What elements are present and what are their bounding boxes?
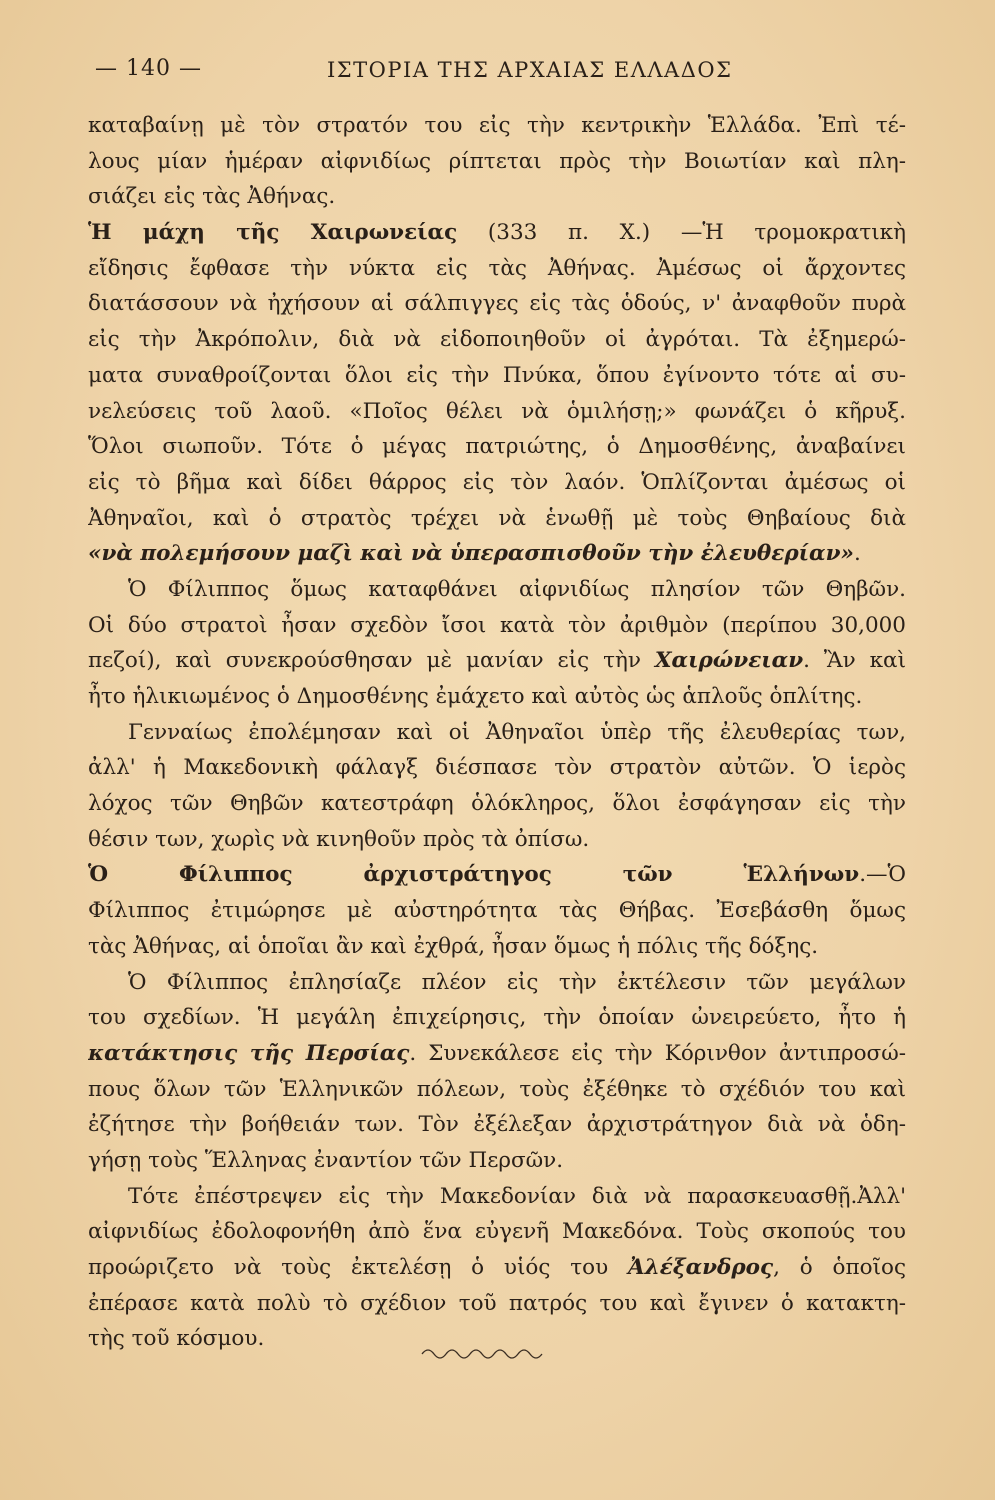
text-line: [88, 965, 906, 1001]
text-line: [88, 750, 906, 786]
text-line: [88, 144, 906, 180]
text-segment: λους μίαν ἡμέραν αἰφνιδίως ρίπτεται πρὸς τὴν Βοιωτίαν καὶ πλη-: [88, 148, 906, 174]
text-line: [88, 1036, 906, 1072]
text-segment: .: [853, 541, 861, 567]
running-header: [95, 56, 905, 96]
text-line: [88, 1000, 906, 1036]
text-segment: . Ἂν καὶ: [803, 648, 906, 674]
text-segment: Φίλιππος ἐτιμώρησε μὲ αὐστηρότητα τὰς Θήβας. Ἐσεβάσθη ὅμως: [88, 898, 906, 924]
text-line: [88, 358, 906, 394]
text-segment: λόχος τῶν Θηβῶν κατεστράφη ὁλόκληρος, ὅλοι ἐσφάγησαν εἰς τὴν: [88, 791, 906, 817]
text-segment: Τότε ἐπέστρεψεν εἰς τὴν Μακεδονίαν διὰ νὰ παρασκευασθῇ.Ἀλλ': [128, 1183, 906, 1209]
text-segment: εἰς τὸ βῆμα καὶ δίδει θάρρος εἰς τὸν λαόν. Ὁπλίζονται ἀμέσως οἱ: [88, 469, 906, 495]
emphasis-text: κατάκτησις τῆς Περσίας: [88, 1040, 410, 1066]
text-line: [88, 929, 906, 965]
body-text: [88, 108, 906, 1357]
emphasis-text: Ἀλέξανδρος: [628, 1255, 774, 1280]
text-segment: , ὁ ὁποῖος: [773, 1255, 906, 1280]
text-segment: νελεύσεις τοῦ λαοῦ. «Ποῖος θέλει νὰ ὁμιλήσῃ;» φωνάζει ὁ κῆρυξ.: [88, 398, 906, 424]
text-line: [88, 322, 906, 358]
text-line: [88, 108, 906, 144]
page-number: — 140 —: [95, 56, 202, 81]
text-segment: γήσῃ τοὺς Ἕλληνας ἐναντίον τῶν Περσῶν.: [88, 1147, 564, 1173]
text-segment: .—Ὁ: [859, 862, 906, 888]
text-line: [88, 429, 906, 465]
text-line: [88, 1214, 906, 1250]
emphasis-text: «νὰ πολεμήσουν μαζὶ καὶ νὰ ὑπερασπισθοῦν τὴν ἐλευθερίαν»: [88, 541, 854, 567]
text-line: [88, 1250, 906, 1286]
text-line: [88, 679, 906, 715]
text-segment: . Συνεκάλεσε εἰς τὴν Κόρινθον ἀντιπροσώ-: [409, 1040, 906, 1066]
text-segment: Γενναίως ἐπολέμησαν καὶ οἱ Ἀθηναῖοι ὑπὲρ τῆς ἐλευθερίας των,: [128, 719, 906, 745]
text-line: [88, 1143, 906, 1179]
running-title: ΙΣΤΟΡΙΑ ΤΗΣ ΑΡΧΑΙΑΣ ΕΛΛΑΔΟΣ: [327, 58, 733, 82]
text-segment: αἰφνιδίως ἐδολοφονήθη ἀπὸ ἕνα εὐγενῆ Μακεδόνα. Τοὺς σκοπούς του: [88, 1219, 906, 1245]
text-segment: (333 π. Χ.) —Ἡ τρομοκρατικὴ: [457, 220, 906, 246]
text-line: [88, 1107, 906, 1143]
text-segment: ἀλλ' ἡ Μακεδονικὴ φάλαγξ διέσπασε τὸν στρατὸν αὐτῶν. Ὁ ἱερὸς: [88, 755, 906, 781]
text-line: [88, 893, 906, 929]
text-segment: Ὁ Φίλιππος ὅμως καταφθάνει αἰφνιδίως πλησίον τῶν Θηβῶν.: [128, 576, 906, 602]
text-line: [88, 643, 906, 679]
text-segment: πους ὅλων τῶν Ἑλληνικῶν πόλεων, τοὺς ἐξέθηκε τὸ σχέδιόν του καὶ: [88, 1076, 906, 1102]
text-segment: σιάζει εἰς τὰς Ἀθήνας.: [88, 184, 336, 210]
text-line: [88, 179, 906, 215]
text-segment: εἰς τὴν Ἀκρόπολιν, διὰ νὰ εἰδοποιηθοῦν οἱ ἀγρόται. Τὰ ἐξημερώ-: [88, 327, 906, 353]
text-line: [88, 215, 906, 251]
text-line: [88, 1072, 906, 1108]
text-segment: προώριζετο νὰ τοὺς ἐκτελέσῃ ὁ υἱός του: [88, 1255, 629, 1280]
text-segment: του σχεδίων. Ἡ μεγάλη ἐπιχείρησις, τὴν ὁποίαν ὠνειρεύετο, ἦτο ἡ: [88, 1005, 906, 1031]
text-line: [88, 536, 906, 572]
text-line: [88, 786, 906, 822]
text-segment: Ὁ Φίλιππος ἐπλησίαζε πλέον εἰς τὴν ἐκτέλεσιν τῶν μεγάλων: [128, 969, 906, 995]
text-segment: διατάσσουν νὰ ἠχήσουν αἱ σάλπιγγες εἰς τὰς ὁδούς, ν' ἀναφθοῦν πυρὰ: [88, 291, 906, 317]
text-segment: θέσιν των, χωρὶς νὰ κινηθοῦν πρὸς τὰ ὀπίσω.: [88, 826, 590, 852]
text-line: [88, 501, 906, 537]
text-line: [88, 286, 906, 322]
section-heading: Ὁ Φίλιππος ἀρχιστράτηγος τῶν Ἑλλήνων: [88, 862, 860, 888]
ornament-divider: [420, 1342, 550, 1362]
text-segment: τὴς τοῦ κόσμου.: [88, 1326, 265, 1352]
text-segment: πεζοί), καὶ συνεκρούσθησαν μὲ μανίαν εἰς τὴν: [88, 648, 655, 674]
text-segment: ματα συναθροίζονται ὅλοι εἰς τὴν Πνύκα, ὅπου ἐγίνοντο τότε αἱ συ-: [88, 362, 906, 388]
text-line: [88, 251, 906, 287]
text-segment: ἐζήτησε τὴν βοήθειάν των. Τὸν ἐξέλεξαν ἀρχιστράτηγον διὰ νὰ ὁδη-: [88, 1112, 906, 1138]
text-line: [88, 857, 906, 893]
text-line: [88, 572, 906, 608]
text-line: [88, 1179, 906, 1215]
text-line: [88, 1286, 906, 1322]
text-segment: ἦτο ἡλικιωμένος ὁ Δημοσθένης ἐμάχετο καὶ αὐτὸς ὡς ἁπλοῦς ὁπλίτης.: [88, 684, 863, 709]
emphasis-text: Χαιρώνειαν: [654, 648, 804, 674]
text-line: [88, 608, 906, 644]
text-segment: Ὅλοι σιωποῦν. Τότε ὁ μέγας πατριώτης, ὁ Δημοσθένης, ἀναβαίνει: [88, 434, 906, 460]
text-segment: εἴδησις ἔφθασε τὴν νύκτα εἰς τὰς Ἀθήνας. Ἀμέσως οἱ ἄρχοντες: [88, 255, 906, 281]
text-line: [88, 715, 906, 751]
text-line: [88, 465, 906, 501]
text-line: [88, 822, 906, 858]
text-line: [88, 394, 906, 430]
text-segment: ἐπέρασε κατὰ πολὺ τὸ σχέδιον τοῦ πατρός του καὶ ἔγινεν ὁ κατακτη-: [88, 1290, 906, 1316]
text-segment: τὰς Ἀθήνας, αἱ ὁποῖαι ἂν καὶ ἐχθρά, ἦσαν ὅμως ἡ πόλις τῆς δόξης.: [88, 933, 819, 959]
text-segment: Ἀθηναῖοι, καὶ ὁ στρατὸς τρέχει νὰ ἑνωθῇ μὲ τοὺς Θηβαίους διὰ: [88, 505, 906, 531]
section-heading: Ἡ μάχη τῆς Χαιρωνείας: [88, 220, 458, 246]
text-segment: καταβαίνῃ μὲ τὸν στρατόν του εἰς τὴν κεντρικὴν Ἑλλάδα. Ἐπὶ τέ-: [88, 113, 906, 138]
text-segment: Οἱ δύο στρατοὶ ἦσαν σχεδὸν ἴσοι κατὰ τὸν ἀριθμὸν (περίπου 30,000: [88, 612, 906, 638]
